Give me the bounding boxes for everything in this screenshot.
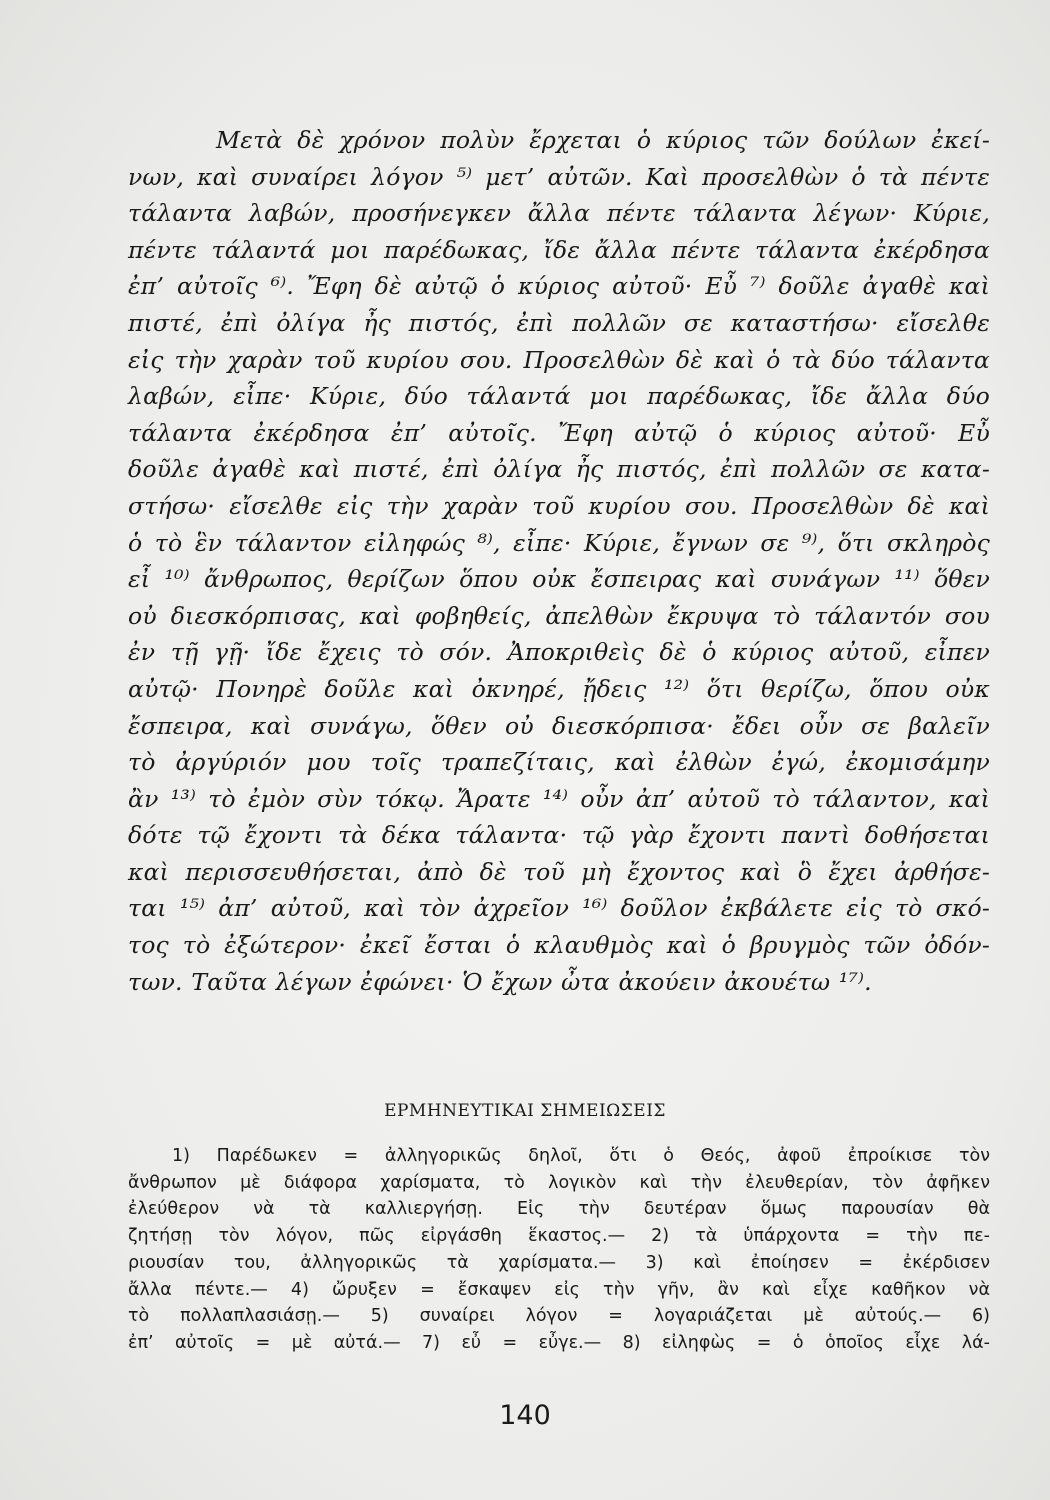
text-line: των. Ταῦτα λέγων ἐφώνει· Ὁ ἔχων ὦτα ἀκούειν ἀκουέτω ¹⁷⁾. [128, 967, 872, 996]
text-line: ται ¹⁵⁾ ἀπ’ αὐτοῦ, καὶ τὸν ἀχρεῖον ¹⁶⁾ δοῦλον ἐκβάλετε εἰς τὸ σκό- [128, 894, 990, 923]
text-line: δοῦλε ἀγαθὲ καὶ πιστέ, ἐπὶ ὀλίγα ἦς πιστός, ἐπὶ πολλῶν σε κατα- [128, 455, 990, 484]
note-line: ἄνθρωπον μὲ διάφορα χαρίσματα, τὸ λογικὸν καὶ τὴν ἐλευθερίαν, τὸν ἀφῆκεν [128, 1172, 990, 1193]
main-text-block [128, 122, 990, 1000]
text-line: τάλαντα λαβών, προσήνεγκεν ἄλλα πέντε τάλαντα λέγων· Κύριε, [128, 199, 990, 228]
text-line: ἐπ’ αὐτοῖς ⁶⁾. Ἔφη δὲ αὐτῷ ὁ κύριος αὐτοῦ· Εὖ ⁷⁾ δοῦλε ἀγαθὲ καὶ [128, 272, 990, 301]
text-line: ἂν ¹³⁾ τὸ ἐμὸν σὺν τόκῳ. Ἄρατε ¹⁴⁾ οὖν ἀπ’ αὐτοῦ τὸ τάλαντον, καὶ [128, 784, 990, 813]
text-line: καὶ περισσευθήσεται, ἀπὸ δὲ τοῦ μὴ ἔχοντος καὶ ὃ ἔχει ἀρθήσε- [128, 857, 990, 886]
text-line: τὸ ἀργύριόν μου τοῖς τραπεζίταις, καὶ ἐλθὼν ἐγώ, ἐκομισάμην [128, 748, 990, 777]
text-line: λαβών, εἶπε· Κύριε, δύο τάλαντά μοι παρέδωκας, ἴδε ἄλλα δύο [128, 382, 990, 411]
notes-block [128, 1143, 990, 1357]
page-number: 140 [499, 1400, 551, 1431]
text-line: πιστέ, ἐπὶ ὀλίγα ἦς πιστός, ἐπὶ πολλῶν σε καταστήσω· εἴσελθε [128, 308, 990, 337]
text-line: οὐ διεσκόρπισας, καὶ φοβηθείς, ἀπελθὼν ἔκρυψα τὸ τάλαντόν σου [128, 601, 990, 630]
text-line: ὁ τὸ ἓν τάλαντον εἰληφώς ⁸⁾, εἶπε· Κύριε, ἔγνων σε ⁹⁾, ὅτι σκληρὸς [128, 528, 990, 557]
text-line: Μετὰ δὲ χρόνον πολὺν ἔρχεται ὁ κύριος τῶν δούλων ἐκεί- [216, 126, 990, 154]
note-line: τὸ πολλαπλασιάσῃ.— 5) συναίρει λόγον = λογαριάζεται μὲ αὐτούς.— 6) [128, 1306, 990, 1327]
notes-heading: ΕΡΜΗΝΕΥΤΙΚΑΙ ΣΗΜΕΙΩΣΕΙΣ [384, 1101, 666, 1121]
text-line: εἶ ¹⁰⁾ ἄνθρωπος, θερίζων ὅπου οὐκ ἔσπειρας καὶ συνάγων ¹¹⁾ ὅθεν [128, 565, 990, 594]
note-line: ριουσίαν του, ἀλληγορικῶς τὰ χαρίσματα.— 3) καὶ ἐποίησεν = ἐκέρδισεν [128, 1252, 990, 1273]
text-line: τάλαντα ἐκέρδησα ἐπ’ αὐτοῖς. Ἔφη αὐτῷ ὁ κύριος αὐτοῦ· Εὖ [128, 418, 990, 447]
text-line: ἔσπειρα, καὶ συνάγω, ὅθεν οὐ διεσκόρπισα· ἔδει οὖν σε βαλεῖν [128, 711, 990, 740]
note-line: ἐλεύθερον νὰ τὰ καλλιεργήσῃ. Εἰς τὴν δευτέραν ὅμως παρουσίαν θὰ [128, 1199, 990, 1220]
note-line: ἐπ’ αὐτοῖς = μὲ αὐτά.— 7) εὖ = εὖγε.— 8) εἰληφὼς = ὁ ὁποῖος εἶχε λά- [128, 1332, 990, 1353]
note-line: ἄλλα πέντε.— 4) ὤρυξεν = ἔσκαψεν εἰς τὴν γῆν, ἂν καὶ εἶχε καθῆκον νὰ [128, 1279, 990, 1300]
text-line: τος τὸ ἐξώτερον· ἐκεῖ ἔσται ὁ κλαυθμὸς καὶ ὁ βρυγμὸς τῶν ὀδόν- [128, 931, 990, 960]
text-line: στήσω· εἴσελθε εἰς τὴν χαρὰν τοῦ κυρίου σου. Προσελθὼν δὲ καὶ [128, 491, 990, 520]
text-line: δότε τῷ ἔχοντι τὰ δέκα τάλαντα· τῷ γὰρ ἔχοντι παντὶ δοθήσεται [128, 821, 990, 850]
text-line: εἰς τὴν χαρὰν τοῦ κυρίου σου. Προσελθὼν δὲ καὶ ὁ τὰ δύο τάλαντα [128, 345, 990, 374]
text-line: νων, καὶ συναίρει λόγον ⁵⁾ μετ’ αὐτῶν. Καὶ προσελθὼν ὁ τὰ πέντε [128, 162, 990, 191]
text-line: αὐτῷ· Πονηρὲ δοῦλε καὶ ὀκνηρέ, ᾔδεις ¹²⁾ ὅτι θερίζω, ὅπου οὐκ [128, 674, 990, 703]
text-line: πέντε τάλαντά μοι παρέδωκας, ἴδε ἄλλα πέντε τάλαντα ἐκέρδησα [128, 235, 990, 264]
note-line: 1) Παρέδωκεν = ἀλληγορικῶς δηλοῖ, ὅτι ὁ Θεός, ἀφοῦ ἐπροίκισε τὸν [172, 1146, 990, 1166]
note-line: ζητήσῃ τὸν λόγον, πῶς εἰργάσθη ἕκαστος.— 2) τὰ ὑπάρχοντα = τὴν πε- [128, 1226, 990, 1247]
text-line: ἐν τῇ γῇ· ἴδε ἔχεις τὸ σόν. Ἀποκριθεὶς δὲ ὁ κύριος αὐτοῦ, εἶπεν [128, 638, 990, 667]
